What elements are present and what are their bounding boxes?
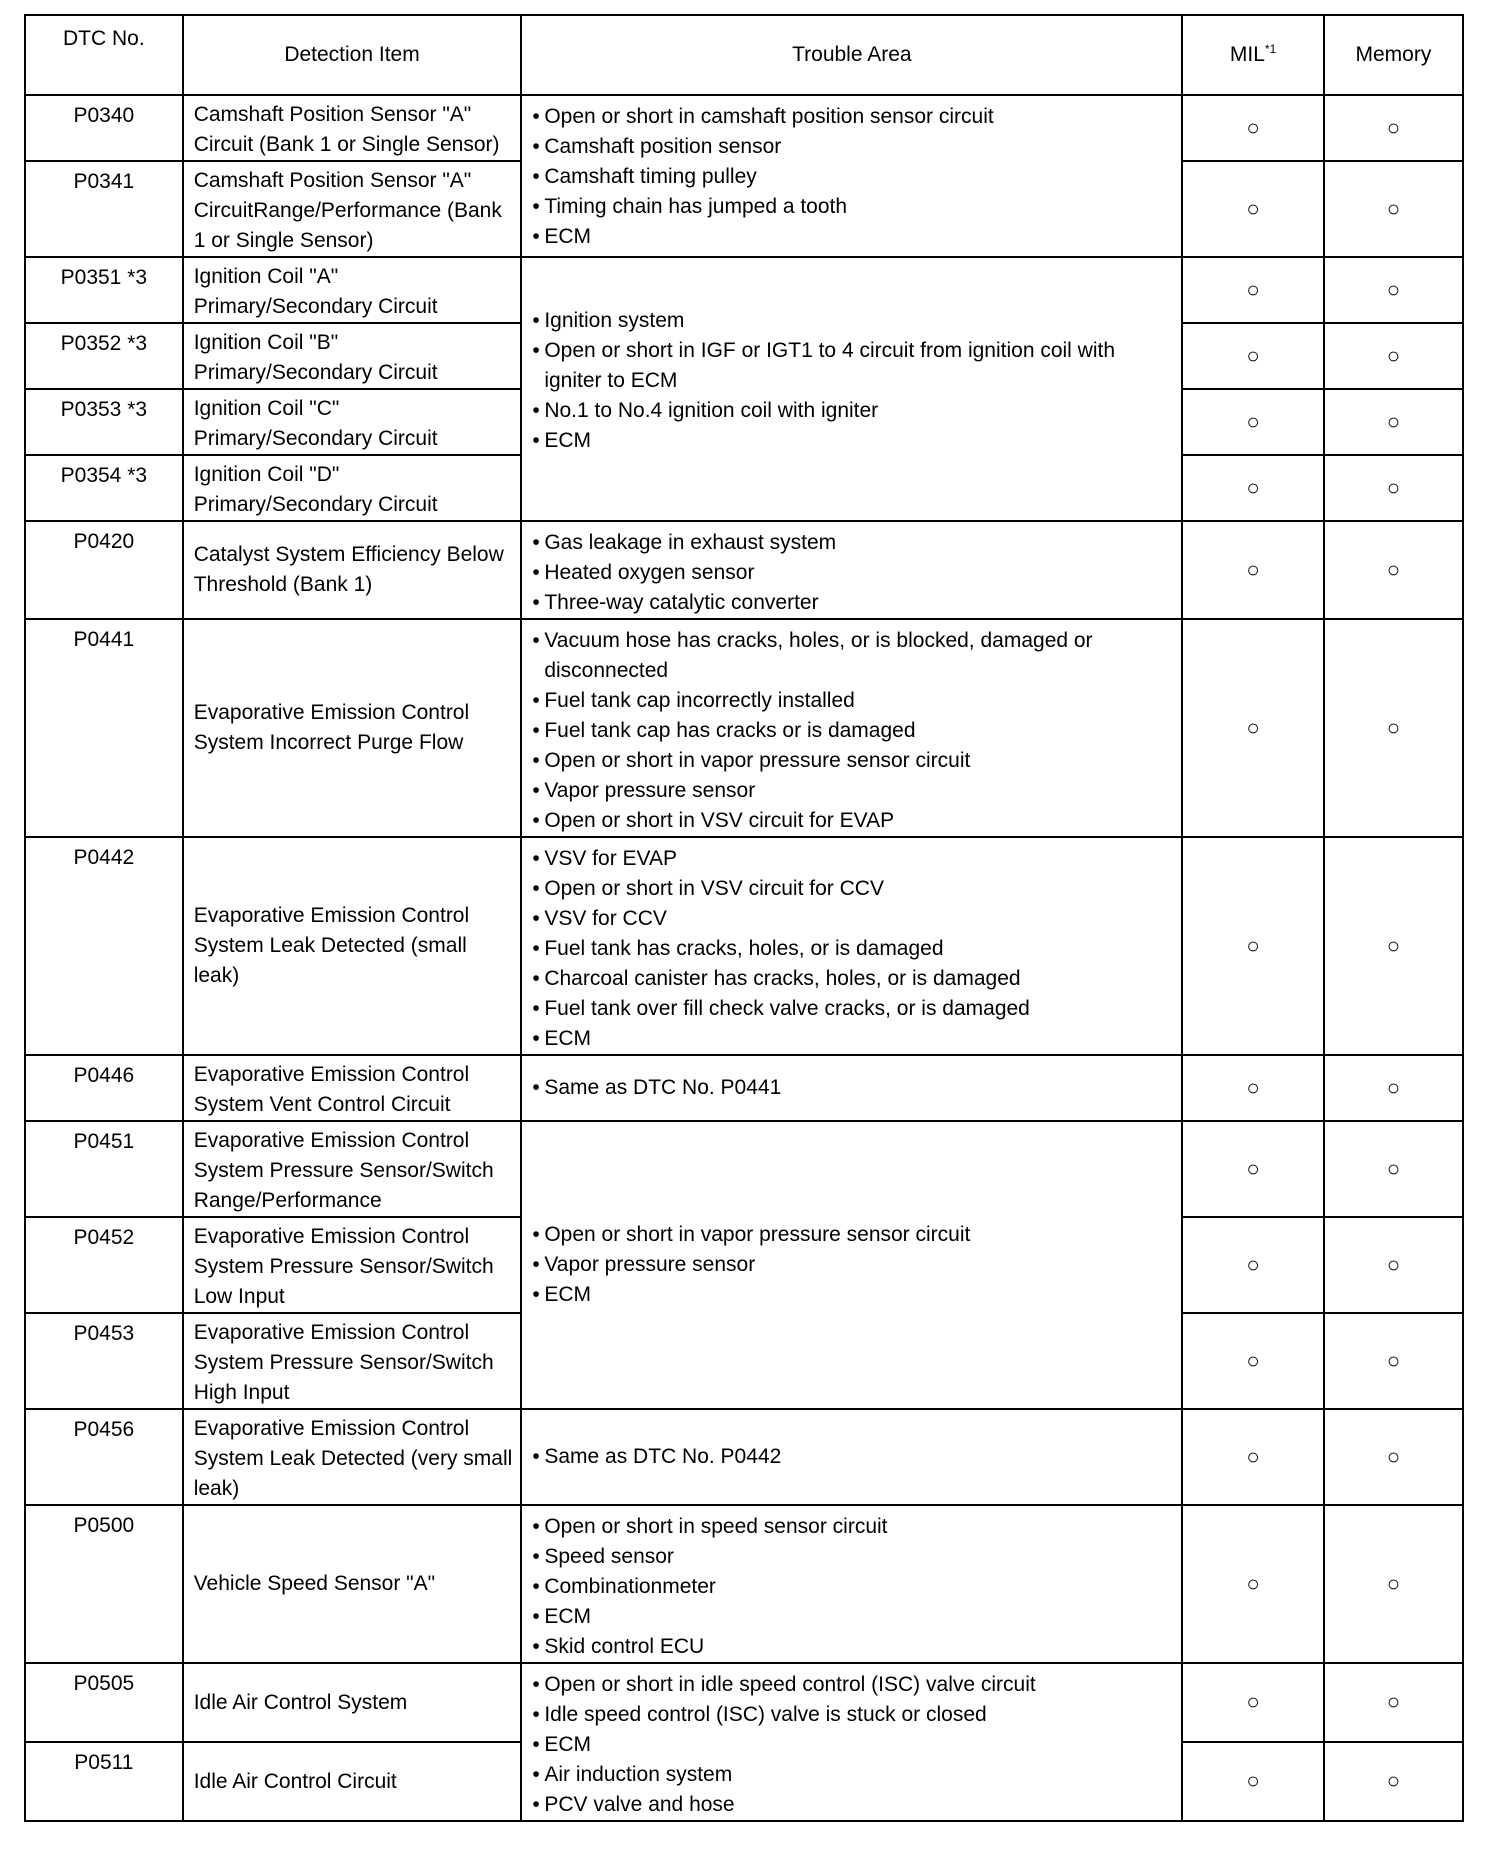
trouble-bullet: [532, 1760, 1173, 1790]
bullet-dot-icon: •: [532, 561, 540, 584]
memory-circle-icon: ○: [1386, 1570, 1401, 1596]
memory-circle-icon: ○: [1386, 1347, 1401, 1373]
bullet-dot-icon: •: [532, 1283, 540, 1306]
detection-item: Evaporative Emission Control System Vent Control Circuit: [183, 1055, 522, 1121]
dtc-code: P0446: [25, 1055, 183, 1121]
mil-cell: [1182, 1217, 1323, 1313]
mil-cell: [1182, 161, 1323, 257]
detection-item: Camshaft Position Sensor "A" Circuit (Bank 1 or Single Sensor): [183, 95, 522, 161]
trouble-text: Open or short in idle speed control (ISC) valve circuit: [544, 1673, 1036, 1696]
trouble-area: [521, 1505, 1182, 1663]
memory-circle-icon: ○: [1386, 1689, 1401, 1714]
trouble-bullet: [532, 1602, 1173, 1632]
trouble-text: Charcoal canister has cracks, holes, or is damaged: [544, 967, 1021, 990]
detection-item: Ignition Coil "A" Primary/Secondary Circuit: [183, 257, 522, 323]
mil-circle-icon: ○: [1246, 114, 1260, 140]
dtc-code: P0442: [25, 837, 183, 1055]
memory-cell: [1324, 1055, 1463, 1121]
detection-item: Idle Air Control System: [183, 1663, 522, 1742]
mil-cell: [1182, 619, 1323, 837]
trouble-bullet: [532, 994, 1173, 1024]
trouble-text: Open or short in speed sensor circuit: [544, 1515, 888, 1538]
trouble-area: [521, 619, 1182, 837]
dtc-code: P0352 *3: [25, 323, 183, 389]
trouble-text: Fuel tank cap has cracks or is damaged: [544, 719, 916, 742]
detection-item: Idle Air Control Circuit: [183, 1742, 522, 1821]
trouble-bullet: [532, 746, 1173, 776]
detection-item: Evaporative Emission Control System Incorrect Purge Flow: [183, 619, 522, 837]
table-row: [25, 619, 1463, 837]
mil-circle-icon: ○: [1246, 1074, 1260, 1100]
trouble-area: [521, 1121, 1182, 1409]
dtc-code: P0452: [25, 1217, 183, 1313]
mil-circle-icon: ○: [1246, 276, 1260, 302]
dtc-code: P0351 *3: [25, 257, 183, 323]
trouble-text: Ignition system: [544, 309, 685, 332]
bullet-dot-icon: •: [532, 105, 540, 128]
bullet-dot-icon: •: [532, 339, 540, 362]
trouble-text: Camshaft timing pulley: [544, 165, 757, 188]
mil-cell: [1182, 389, 1323, 455]
trouble-bullet: [532, 1024, 1173, 1054]
mil-cell: [1182, 1505, 1323, 1663]
trouble-text: Idle speed control (ISC) valve is stuck or closed: [544, 1703, 987, 1726]
memory-cell: [1324, 1121, 1463, 1217]
header-mil-footnote: *1: [1264, 42, 1277, 56]
detection-item: Evaporative Emission Control System Leak Detected (very small leak): [183, 1409, 522, 1505]
trouble-area: [521, 521, 1182, 619]
mil-cell: [1182, 95, 1323, 161]
bullet-dot-icon: •: [532, 779, 540, 802]
dtc-code: P0420: [25, 521, 183, 619]
memory-cell: [1324, 619, 1463, 837]
memory-cell: [1324, 1505, 1463, 1663]
trouble-text: ECM: [544, 1605, 591, 1628]
bullet-dot-icon: •: [532, 907, 540, 930]
table-row: [25, 1121, 1463, 1217]
trouble-text: Skid control ECU: [544, 1635, 705, 1658]
table-row: [25, 1409, 1463, 1505]
table-row: [25, 521, 1463, 619]
trouble-text: Fuel tank cap incorrectly installed: [544, 689, 855, 712]
trouble-text: Same as DTC No. P0442: [544, 1445, 782, 1468]
dtc-code: P0505: [25, 1663, 183, 1742]
bullet-dot-icon: •: [532, 1763, 540, 1786]
mil-circle-icon: ○: [1246, 932, 1260, 958]
mil-cell: [1182, 323, 1323, 389]
memory-circle-icon: ○: [1386, 474, 1401, 500]
table-row: [25, 95, 1463, 161]
trouble-area: [521, 1409, 1182, 1505]
header-mil-label: MIL: [1229, 43, 1265, 66]
bullet-dot-icon: •: [532, 809, 540, 832]
header-dtc: [25, 15, 183, 95]
trouble-bullet: [532, 1572, 1173, 1602]
bullet-dot-icon: •: [532, 1703, 540, 1726]
trouble-text: ECM: [544, 429, 591, 452]
mil-circle-icon: ○: [1246, 474, 1260, 500]
memory-circle-icon: ○: [1386, 114, 1401, 140]
trouble-bullet: [532, 558, 1173, 588]
trouble-text: Same as DTC No. P0441: [544, 1076, 782, 1099]
bullet-dot-icon: •: [532, 165, 540, 188]
memory-cell: [1324, 389, 1463, 455]
memory-circle-icon: ○: [1386, 932, 1401, 958]
trouble-text: ECM: [544, 1733, 591, 1756]
bullet-dot-icon: •: [532, 1223, 540, 1246]
mil-cell: [1182, 257, 1323, 323]
dtc-table: [24, 14, 1464, 1822]
memory-cell: [1324, 521, 1463, 619]
trouble-text: Three-way catalytic converter: [544, 591, 819, 614]
table-row: [25, 1663, 1463, 1742]
mil-circle-icon: ○: [1246, 1570, 1260, 1596]
trouble-text: Fuel tank has cracks, holes, or is damaged: [544, 937, 944, 960]
dtc-code: P0511: [25, 1742, 183, 1821]
header-dtc-label: DTC No.: [63, 27, 145, 50]
trouble-bullet: [532, 806, 1173, 836]
memory-circle-icon: ○: [1386, 1155, 1401, 1181]
memory-circle-icon: ○: [1386, 1443, 1401, 1469]
trouble-text: Air induction system: [544, 1763, 733, 1786]
trouble-text: Combinationmeter: [544, 1575, 716, 1598]
detection-item: Evaporative Emission Control System Pressure Sensor/Switch High Input: [183, 1313, 522, 1409]
mil-circle-icon: ○: [1246, 1443, 1260, 1469]
trouble-text: Open or short in vapor pressure sensor circuit: [544, 749, 971, 772]
bullet-dot-icon: •: [532, 1445, 540, 1468]
dtc-code: P0441: [25, 619, 183, 837]
bullet-dot-icon: •: [532, 847, 540, 870]
trouble-bullet: [532, 132, 1173, 162]
mil-circle-icon: ○: [1246, 1347, 1260, 1373]
mil-cell: [1182, 1121, 1323, 1217]
trouble-bullet: [532, 934, 1173, 964]
memory-circle-icon: ○: [1386, 1074, 1401, 1100]
mil-circle-icon: ○: [1246, 342, 1260, 368]
memory-cell: [1324, 837, 1463, 1055]
trouble-bullet: [532, 1250, 1173, 1280]
mil-cell: [1182, 1409, 1323, 1505]
trouble-text: PCV valve and hose: [544, 1793, 735, 1816]
trouble-text: Open or short in IGF or IGT1 to 4 circuit from ignition coil with igniter to ECM: [544, 339, 1116, 392]
trouble-bullet: [532, 192, 1173, 222]
memory-cell: [1324, 257, 1463, 323]
bullet-dot-icon: •: [532, 1733, 540, 1756]
bullet-dot-icon: •: [532, 1605, 540, 1628]
trouble-area: [521, 837, 1182, 1055]
header-item-label: Detection Item: [284, 43, 420, 66]
trouble-bullet: [532, 588, 1173, 618]
trouble-bullet: [532, 1280, 1173, 1310]
memory-cell: [1324, 1742, 1463, 1821]
bullet-dot-icon: •: [532, 937, 540, 960]
trouble-bullet: [532, 964, 1173, 994]
trouble-bullet: [532, 716, 1173, 746]
memory-cell: [1324, 161, 1463, 257]
trouble-bullet: [532, 306, 1173, 336]
dtc-code: P0453: [25, 1313, 183, 1409]
bullet-dot-icon: •: [532, 1515, 540, 1538]
trouble-text: Speed sensor: [544, 1545, 674, 1568]
trouble-bullet: [532, 1442, 1173, 1472]
memory-cell: [1324, 1663, 1463, 1742]
detection-item: Ignition Coil "D" Primary/Secondary Circuit: [183, 455, 522, 521]
trouble-text: Vacuum hose has cracks, holes, or is blocked, damaged or disconnected: [544, 629, 1093, 682]
bullet-dot-icon: •: [532, 1793, 540, 1816]
trouble-text: VSV for EVAP: [544, 847, 677, 870]
detection-item: Evaporative Emission Control System Leak Detected (small leak): [183, 837, 522, 1055]
trouble-area: [521, 95, 1182, 257]
dtc-code: P0451: [25, 1121, 183, 1217]
bullet-dot-icon: •: [532, 689, 540, 712]
header-memory-label: Memory: [1355, 43, 1432, 66]
trouble-bullet: [532, 874, 1173, 904]
memory-cell: [1324, 323, 1463, 389]
trouble-text: Open or short in VSV circuit for CCV: [544, 877, 884, 900]
mil-cell: [1182, 1313, 1323, 1409]
trouble-bullet: [532, 1512, 1173, 1542]
trouble-bullet: [532, 1700, 1173, 1730]
memory-cell: [1324, 1313, 1463, 1409]
memory-cell: [1324, 1217, 1463, 1313]
mil-cell: [1182, 1663, 1323, 1742]
trouble-bullet: [532, 1632, 1173, 1662]
trouble-bullet: [532, 776, 1173, 806]
dtc-code: P0341: [25, 161, 183, 257]
bullet-dot-icon: •: [532, 967, 540, 990]
mil-circle-icon: ○: [1246, 1251, 1260, 1277]
trouble-bullet: [532, 844, 1173, 874]
trouble-text: Heated oxygen sensor: [544, 561, 755, 584]
trouble-bullet: [532, 528, 1173, 558]
bullet-dot-icon: •: [532, 135, 540, 158]
memory-circle-icon: ○: [1386, 342, 1401, 368]
bullet-dot-icon: •: [532, 591, 540, 614]
mil-cell: [1182, 1742, 1323, 1821]
trouble-text: Open or short in camshaft position sensor circuit: [544, 105, 994, 128]
mil-cell: [1182, 455, 1323, 521]
memory-circle-icon: ○: [1386, 1251, 1401, 1277]
bullet-dot-icon: •: [532, 1673, 540, 1696]
table-row: [25, 837, 1463, 1055]
bullet-dot-icon: •: [532, 629, 540, 652]
trouble-area: [521, 1663, 1182, 1821]
memory-circle-icon: ○: [1386, 714, 1401, 740]
trouble-bullet: [532, 336, 1173, 396]
detection-item: Evaporative Emission Control System Pressure Sensor/Switch Range/Performance: [183, 1121, 522, 1217]
trouble-bullet: [532, 1073, 1173, 1103]
mil-circle-icon: ○: [1246, 408, 1260, 434]
trouble-bullet: [532, 1730, 1173, 1760]
trouble-bullet: [532, 1670, 1173, 1700]
header-item: [183, 15, 522, 95]
bullet-dot-icon: •: [532, 877, 540, 900]
trouble-area: [521, 1055, 1182, 1121]
detection-item: Evaporative Emission Control System Pressure Sensor/Switch Low Input: [183, 1217, 522, 1313]
trouble-text: Vapor pressure sensor: [544, 1253, 756, 1276]
detection-item: Ignition Coil "B" Primary/Secondary Circuit: [183, 323, 522, 389]
mil-cell: [1182, 1055, 1323, 1121]
memory-circle-icon: ○: [1386, 195, 1401, 221]
memory-circle-icon: ○: [1386, 408, 1401, 434]
bullet-dot-icon: •: [532, 719, 540, 742]
header-row: [25, 15, 1463, 95]
memory-circle-icon: ○: [1386, 556, 1401, 582]
mil-cell: [1182, 837, 1323, 1055]
bullet-dot-icon: •: [532, 1575, 540, 1598]
bullet-dot-icon: •: [532, 997, 540, 1020]
table-row: [25, 1505, 1463, 1663]
bullet-dot-icon: •: [532, 195, 540, 218]
trouble-bullet: [532, 222, 1173, 252]
detection-item: Vehicle Speed Sensor "A": [183, 1505, 522, 1663]
detection-item: Catalyst System Efficiency Below Threshold (Bank 1): [183, 521, 522, 619]
trouble-text: Open or short in VSV circuit for EVAP: [544, 809, 895, 832]
detection-item: Camshaft Position Sensor "A" CircuitRange/Performance (Bank 1 or Single Sensor): [183, 161, 522, 257]
table-row: [25, 1055, 1463, 1121]
dtc-code: P0456: [25, 1409, 183, 1505]
mil-circle-icon: ○: [1246, 1689, 1260, 1714]
trouble-bullet: [532, 1542, 1173, 1572]
trouble-text: Camshaft position sensor: [544, 135, 782, 158]
memory-circle-icon: ○: [1386, 276, 1401, 302]
trouble-text: VSV for CCV: [544, 907, 667, 930]
trouble-text: Fuel tank over fill check valve cracks, or is damaged: [544, 997, 1030, 1020]
header-area: [521, 15, 1182, 95]
dtc-code: P0340: [25, 95, 183, 161]
bullet-dot-icon: •: [532, 1076, 540, 1099]
bullet-dot-icon: •: [532, 1253, 540, 1276]
dtc-code: P0353 *3: [25, 389, 183, 455]
trouble-text: Open or short in vapor pressure sensor circuit: [544, 1223, 971, 1246]
bullet-dot-icon: •: [532, 225, 540, 248]
memory-circle-icon: ○: [1386, 1768, 1401, 1793]
bullet-dot-icon: •: [532, 1635, 540, 1658]
trouble-text: No.1 to No.4 ignition coil with igniter: [544, 399, 879, 422]
bullet-dot-icon: •: [532, 749, 540, 772]
trouble-text: Gas leakage in exhaust system: [544, 531, 837, 554]
detection-item: Ignition Coil "C" Primary/Secondary Circuit: [183, 389, 522, 455]
table-row: [25, 257, 1463, 323]
bullet-dot-icon: •: [532, 399, 540, 422]
mil-circle-icon: ○: [1246, 1768, 1260, 1793]
memory-cell: [1324, 95, 1463, 161]
bullet-dot-icon: •: [532, 1027, 540, 1050]
trouble-bullet: [532, 396, 1173, 426]
trouble-text: Timing chain has jumped a tooth: [544, 195, 848, 218]
trouble-bullet: [532, 1220, 1173, 1250]
trouble-bullet: [532, 1790, 1173, 1820]
trouble-bullet: [532, 426, 1173, 456]
trouble-text: ECM: [544, 225, 591, 248]
dtc-code: P0354 *3: [25, 455, 183, 521]
mil-circle-icon: ○: [1246, 195, 1260, 221]
trouble-area: [521, 257, 1182, 521]
mil-circle-icon: ○: [1246, 556, 1260, 582]
bullet-dot-icon: •: [532, 309, 540, 332]
trouble-text: ECM: [544, 1283, 591, 1306]
dtc-code: P0500: [25, 1505, 183, 1663]
trouble-bullet: [532, 162, 1173, 192]
trouble-bullet: [532, 686, 1173, 716]
header-area-label: Trouble Area: [792, 43, 912, 66]
bullet-dot-icon: •: [532, 1545, 540, 1568]
bullet-dot-icon: •: [532, 531, 540, 554]
header-mil: [1182, 15, 1323, 95]
trouble-text: Vapor pressure sensor: [544, 779, 756, 802]
trouble-bullet: [532, 904, 1173, 934]
mil-circle-icon: ○: [1246, 714, 1260, 740]
bullet-dot-icon: •: [532, 429, 540, 452]
trouble-bullet: [532, 102, 1173, 132]
trouble-bullet: [532, 626, 1173, 686]
header-memory: [1324, 15, 1463, 95]
mil-circle-icon: ○: [1246, 1155, 1260, 1181]
memory-cell: [1324, 1409, 1463, 1505]
mil-cell: [1182, 521, 1323, 619]
trouble-text: ECM: [544, 1027, 591, 1050]
memory-cell: [1324, 455, 1463, 521]
